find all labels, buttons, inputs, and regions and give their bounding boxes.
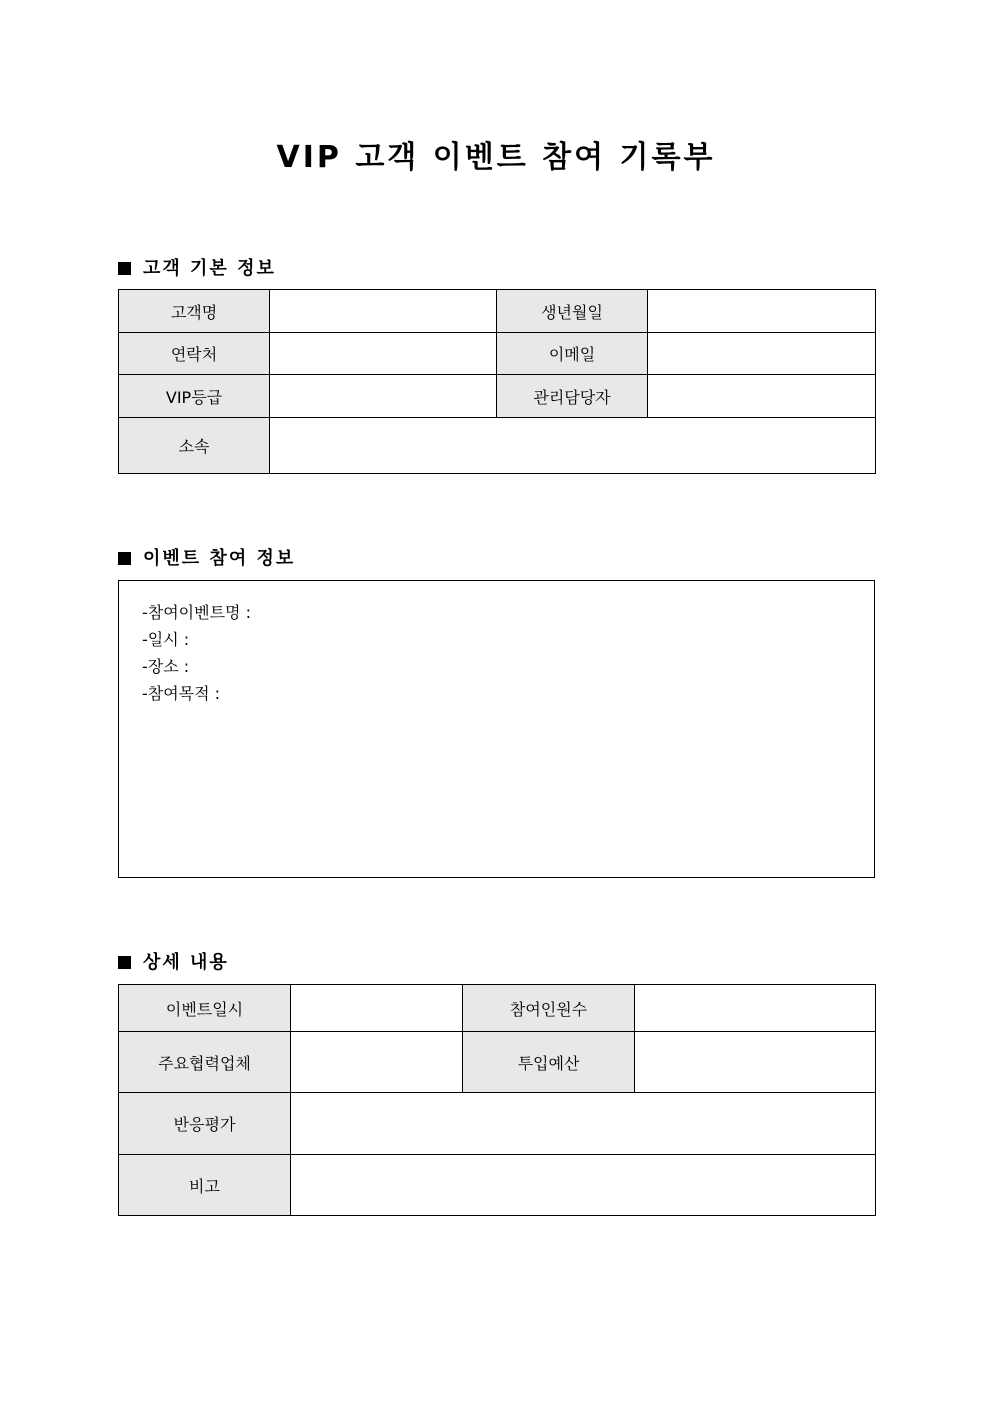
affiliation-field[interactable]: [270, 418, 876, 474]
section-heading-text: 이벤트 참여 정보: [143, 548, 296, 569]
customer-name-field[interactable]: [270, 290, 497, 333]
section-heading-text: 고객 기본 정보: [143, 258, 276, 279]
attendees-label: 참여인원수: [463, 985, 635, 1032]
section-heading-details: [118, 948, 229, 974]
affiliation-label: 소속: [119, 418, 270, 474]
table-row: [119, 375, 876, 418]
event-info-box[interactable]: [118, 580, 875, 878]
budget-field[interactable]: [635, 1032, 876, 1093]
partners-label: 주요협력업체: [119, 1032, 291, 1093]
table-row: [119, 418, 876, 474]
contact-field[interactable]: [270, 333, 497, 375]
detail-table: [118, 984, 876, 1216]
email-field[interactable]: [648, 333, 876, 375]
event-name-line: -참여이벤트명 :: [142, 603, 251, 622]
basic-info-table: [118, 289, 876, 474]
partners-field[interactable]: [291, 1032, 463, 1093]
email-label: 이메일: [497, 333, 648, 375]
attendees-field[interactable]: [635, 985, 876, 1032]
contact-label: 연락처: [119, 333, 270, 375]
response-label: 반응평가: [119, 1093, 291, 1155]
square-bullet-icon: [118, 262, 131, 275]
birth-date-label: 생년월일: [497, 290, 648, 333]
vip-grade-field[interactable]: [270, 375, 497, 418]
manager-label: 관리담당자: [497, 375, 648, 418]
section-heading-event-info: [118, 544, 295, 570]
birth-date-field[interactable]: [648, 290, 876, 333]
event-date-line: -일시 :: [142, 630, 190, 649]
section-heading-basic-info: [118, 254, 276, 280]
table-row: [119, 1093, 876, 1155]
customer-name-label: 고객명: [119, 290, 270, 333]
page-title: VIP 고객 이벤트 참여 기록부: [276, 140, 716, 175]
event-date-label: 이벤트일시: [119, 985, 291, 1032]
event-place-line: -장소 :: [142, 657, 190, 676]
event-purpose-line: -참여목적 :: [142, 684, 221, 703]
table-row: [119, 985, 876, 1032]
table-row: [119, 1155, 876, 1216]
section-heading-text: 상세 내용: [143, 952, 229, 973]
table-row: [119, 333, 876, 375]
square-bullet-icon: [118, 552, 131, 565]
table-row: [119, 1032, 876, 1093]
manager-field[interactable]: [648, 375, 876, 418]
vip-grade-label: VIP등급: [119, 375, 270, 418]
response-field[interactable]: [291, 1093, 876, 1155]
remarks-label: 비고: [119, 1155, 291, 1216]
square-bullet-icon: [118, 956, 131, 969]
remarks-field[interactable]: [291, 1155, 876, 1216]
budget-label: 투입예산: [463, 1032, 635, 1093]
table-row: [119, 290, 876, 333]
event-date-field[interactable]: [291, 985, 463, 1032]
